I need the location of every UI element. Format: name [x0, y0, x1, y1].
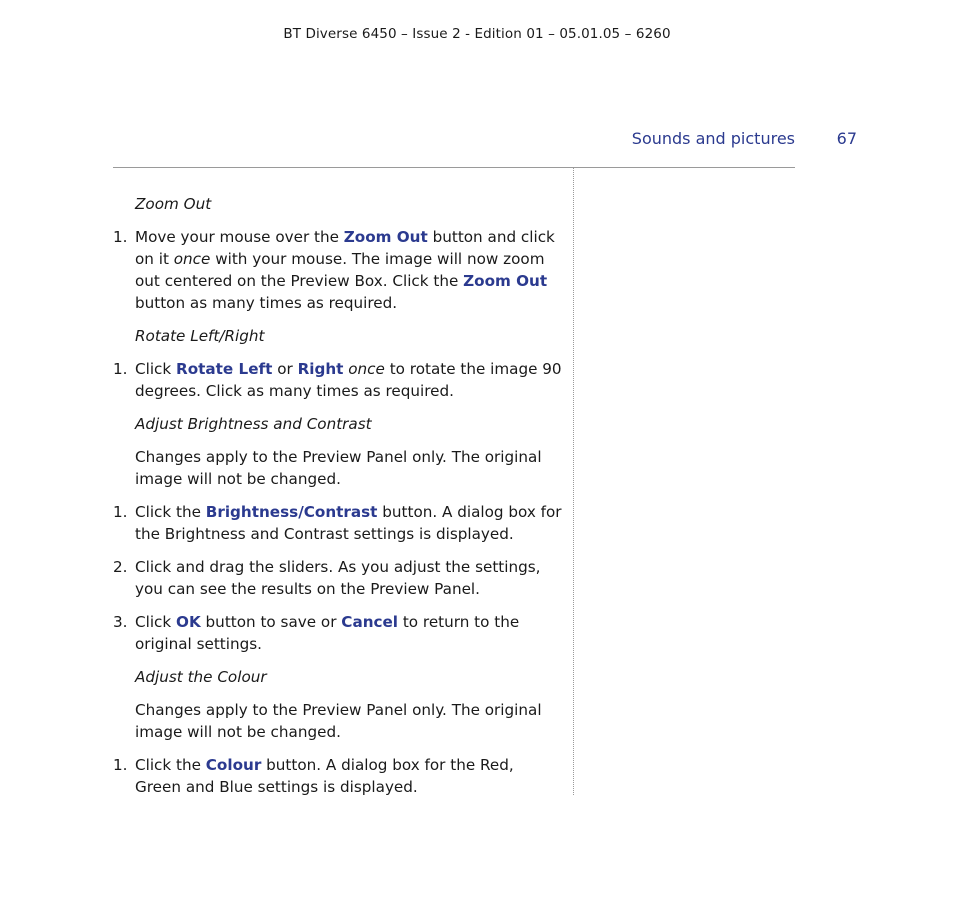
header-rule — [113, 167, 795, 168]
rotate-right-button-ref: Right — [297, 360, 344, 378]
step-number: 2. — [113, 558, 128, 576]
step-number: 1. — [113, 756, 128, 774]
step-number: 1. — [113, 360, 128, 378]
step-text: or — [272, 360, 298, 378]
brightness-step-2 — [113, 556, 563, 600]
step-number: 1. — [113, 503, 128, 521]
main-content — [113, 193, 563, 809]
brightness-note: Changes apply to the Preview Panel only. The original image will not be changed. — [135, 448, 542, 488]
colour-button-ref: Colour — [205, 756, 262, 774]
section-title: Sounds and pictures — [631, 129, 795, 148]
page-number: 67 — [836, 129, 857, 148]
colour-step-1 — [113, 754, 563, 798]
step-text: Click the — [135, 756, 206, 774]
step-text: button. A dialog box for the Brightness and Contrast settings is displayed. — [135, 503, 562, 543]
step-text: Click the — [135, 503, 206, 521]
brightness-step-3 — [113, 611, 563, 655]
step-text: to rotate the image 90 degrees. Click as many times as required. — [135, 360, 562, 400]
step-number: 3. — [113, 613, 128, 631]
step-text: Move your mouse over the — [135, 228, 344, 246]
rotate-step-1 — [113, 358, 563, 402]
subheading-rotate: Rotate Left/Right — [135, 327, 265, 345]
step-text: button to save or — [200, 613, 342, 631]
brightness-step-1 — [113, 501, 563, 545]
step-text: button and click on it — [135, 228, 555, 268]
colour-note: Changes apply to the Preview Panel only. The original image will not be changed. — [135, 701, 542, 741]
brightness-contrast-button-ref: Brightness/Contrast — [205, 503, 378, 521]
document-id-header: BT Diverse 6450 – Issue 2 - Edition 01 – 05.01.05 – 6260 — [283, 26, 671, 42]
step-text: to return to the original settings. — [135, 613, 520, 653]
step-text: Click — [135, 360, 177, 378]
cancel-button-ref: Cancel — [341, 613, 399, 631]
step-text: with your mouse. The image will now zoom out centered on the Preview Box. Click the — [135, 250, 545, 290]
subheading-zoom-out: Zoom Out — [135, 195, 212, 213]
step-number: 1. — [113, 228, 128, 246]
step-text: button as many times as required. — [135, 294, 398, 312]
rotate-left-button-ref: Rotate Left — [176, 360, 273, 378]
subheading-brightness-contrast: Adjust Brightness and Contrast — [135, 415, 372, 433]
emphasis-once: once — [348, 360, 385, 378]
ok-button-ref: OK — [176, 613, 201, 631]
step-text: Click and drag the sliders. As you adjust the settings, you can see the results on the Preview Panel. — [135, 558, 541, 598]
step-text: Click — [135, 613, 177, 631]
zoom-out-button-ref: Zoom Out — [463, 272, 548, 290]
step-text: button. A dialog box for the Red, Green and Blue settings is displayed. — [135, 756, 514, 796]
column-divider — [573, 168, 574, 795]
zoom-out-step-1 — [113, 226, 563, 314]
emphasis-once: once — [173, 250, 211, 268]
zoom-out-button-ref: Zoom Out — [343, 228, 428, 246]
subheading-colour: Adjust the Colour — [135, 668, 267, 686]
